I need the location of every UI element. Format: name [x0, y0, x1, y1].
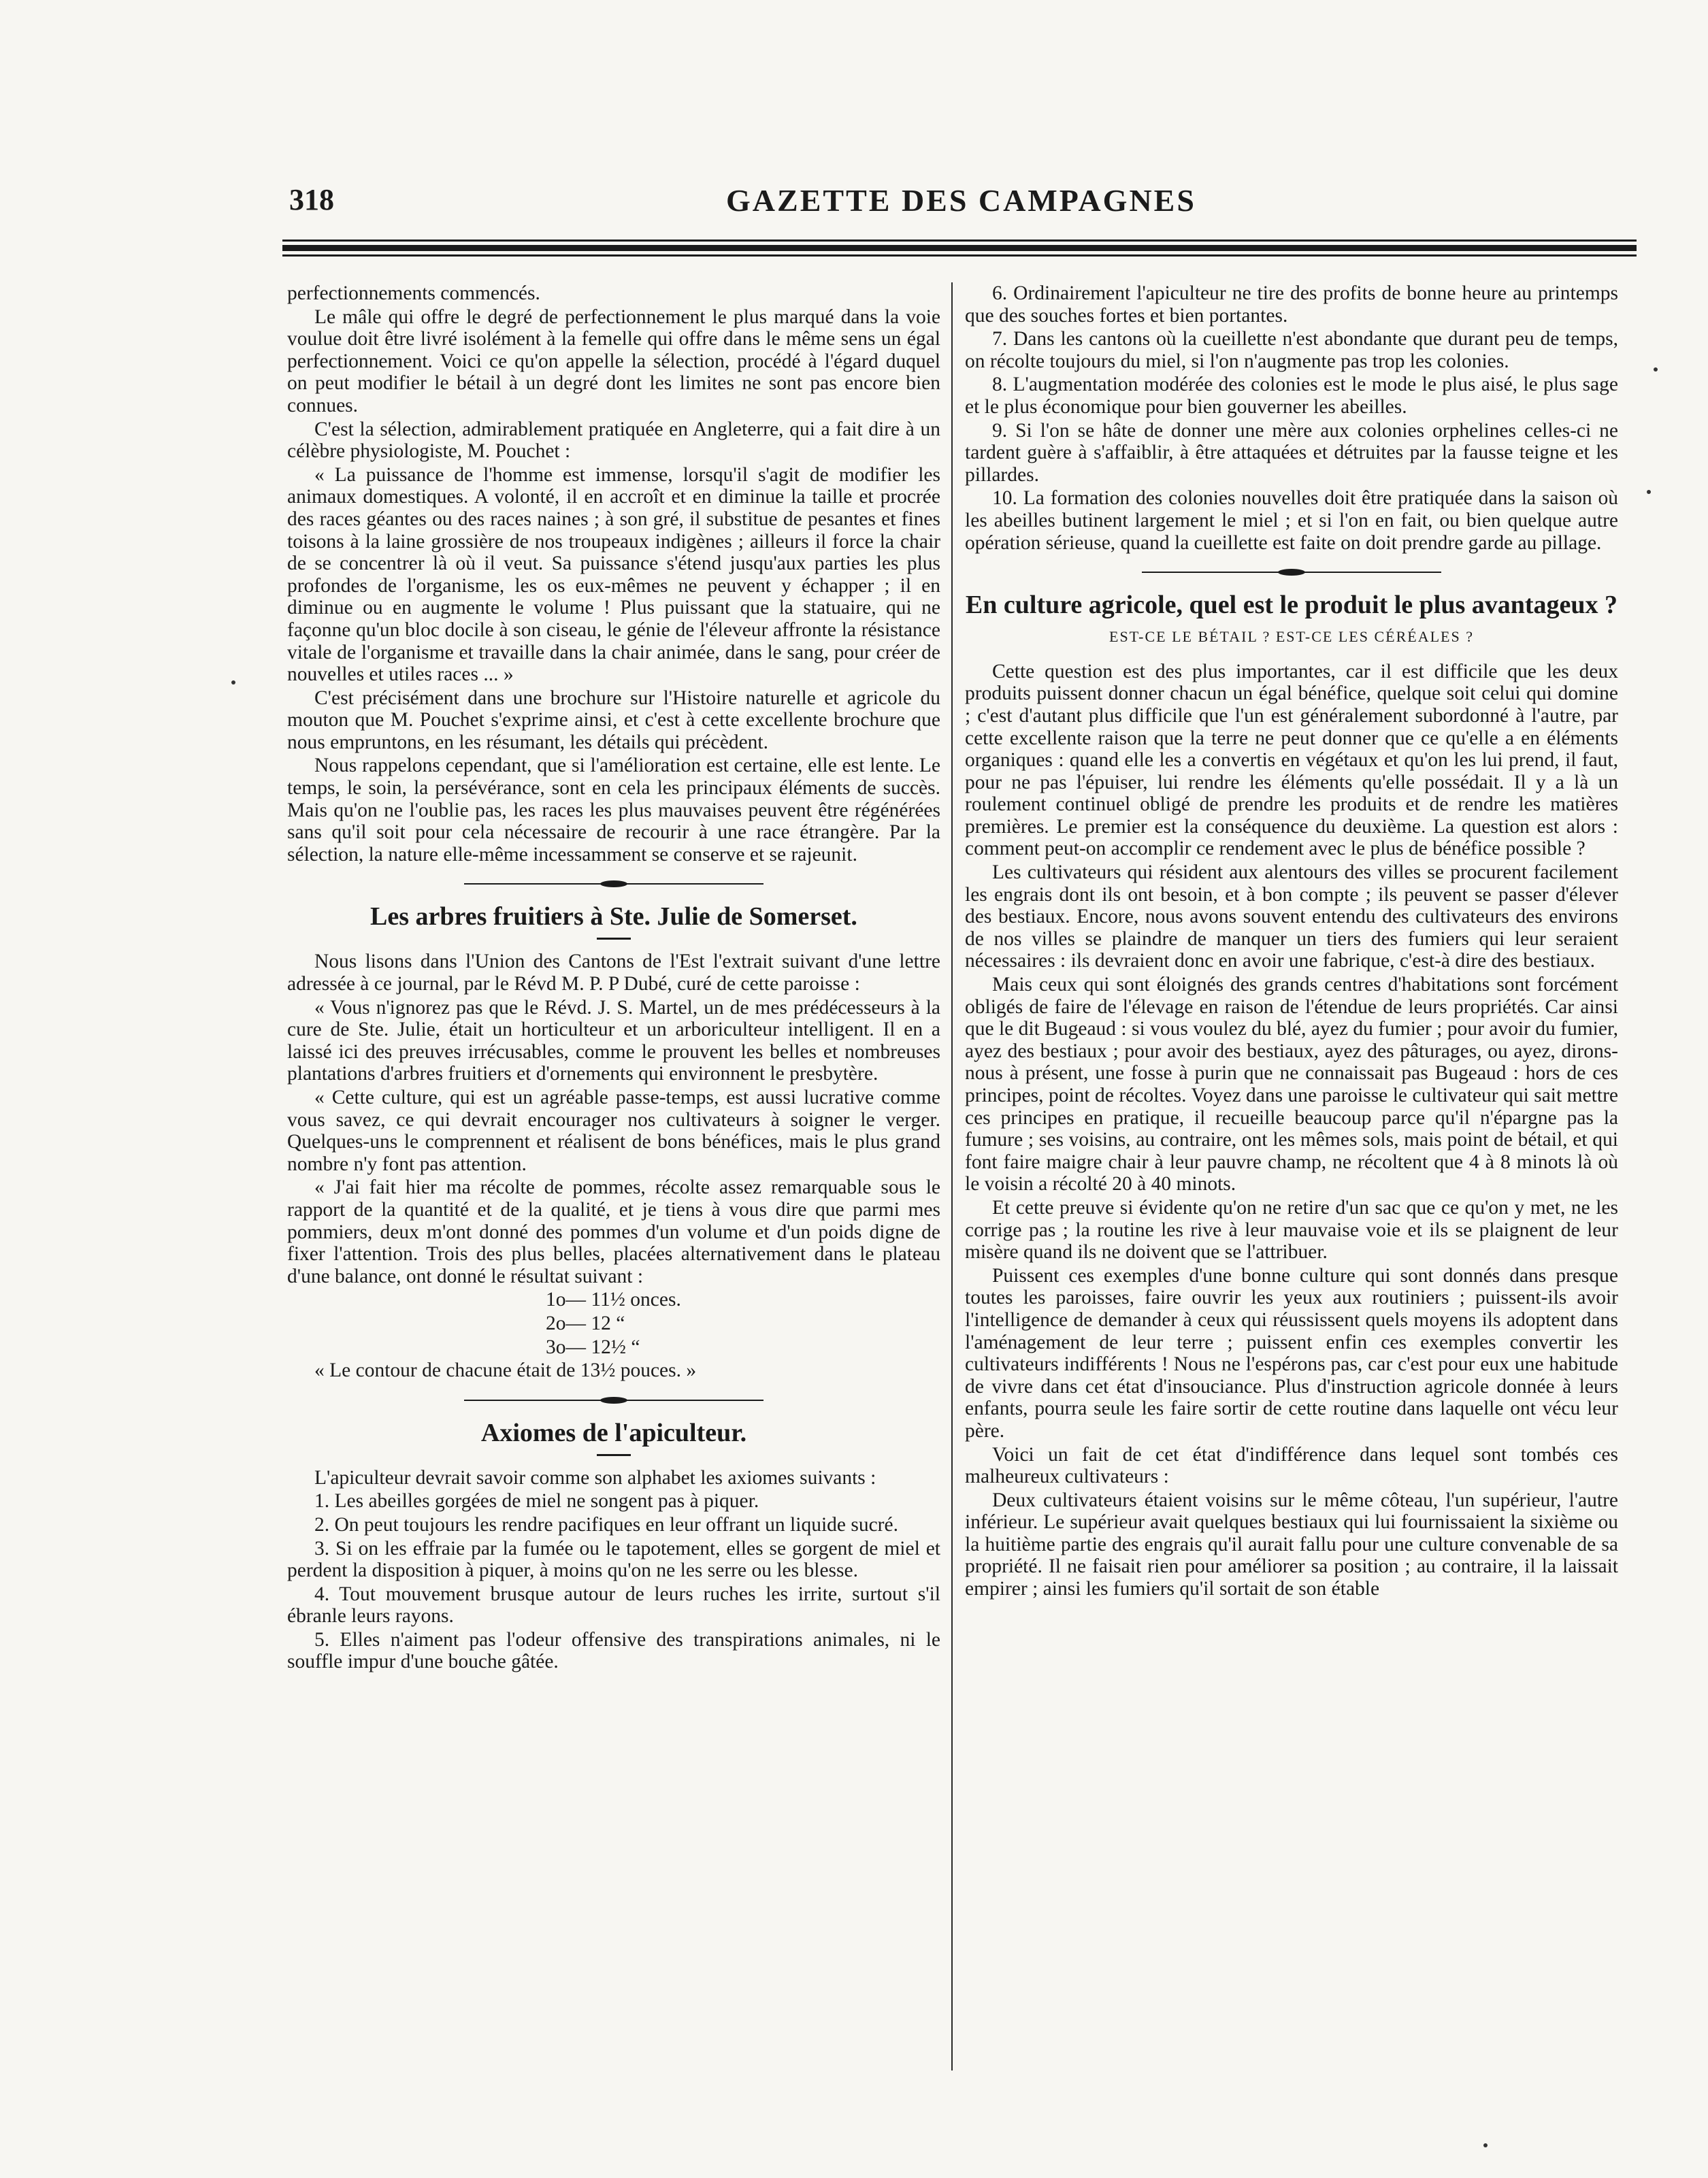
article-title: Axiomes de l'apiculteur.	[480, 1418, 747, 1447]
right-column	[965, 282, 1618, 2072]
weight-row: 2o— 12 “	[546, 1312, 625, 1334]
paragraph: « Vous n'ignorez pas que le Révd. J. S. Martel, un de mes prédécesseurs à la cure de Ste. Julie, était un horticulteur et un arboriculteur intelligent. Il en a laissé ici des preuves irrécusables, comme le prouvent les belles et nombreuses plantations d'arbres fruitiers et d'ornements qui environnent le presbytère.	[287, 996, 940, 1085]
paragraph: 7. Dans les cantons où la cueillette n'est abondante que durant peu de temps, on récolte toujours du miel, si l'on n'augmente pas trop les colonies.	[965, 328, 1618, 372]
masthead-title: GAZETTE DES CAMPAGNES	[726, 183, 1196, 218]
paragraph: perfectionnements commencés.	[287, 282, 540, 304]
header-rule-thin	[282, 240, 1637, 242]
paragraph: 1. Les abeilles gorgées de miel ne songent pas à piquer.	[314, 1490, 759, 1513]
section-separator	[464, 1397, 763, 1404]
paragraph: Puissent ces exemples d'une bonne culture qui sont donnés dans presque toutes les paroisses, faire ouvrir les yeux aux routiniers ; puissent-ils avoir l'intelligence de demander à ceux qui réussissent quels moyens ils adoptent dans l'aménagement de leur terre ; puissent enfin ces exemples convertir les cultivateurs indifférents ! Nous ne l'espérons pas, car c'est pour eux une habitude de vivre dans cet état d'insouciance. Plus d'instruction agricole donnée à leurs enfants, pourra seule les faire sortir de cette routine dans laquelle ont vécu leur père.	[965, 1264, 1618, 1442]
paragraph: C'est précisément dans une brochure sur l'Histoire naturelle et agricole du mouton que M. Pouchet s'exprime ainsi, et c'est à cette excellente brochure que nous empruntons, en les résumant, les détails qui précèdent.	[287, 687, 940, 753]
paragraph: Le mâle qui offre le degré de perfectionnement le plus marqué dans la voie voulue doit être livré isolément à la femelle qui offre dans le même sens un égal perfectionnement. Voici ce qu'on appelle la sélection, procédé à l'égard duquel on peut modifier le bétail à un degré dont les limites ne sont pas encore bien connues.	[287, 306, 940, 416]
paragraph: Deux cultivateurs étaient voisins sur le même côteau, l'un supérieur, l'autre inférieur. Le supérieur avait quelques bestiaux qui lui fournissaient la sixième ou la huitième partie des engrais qu'il aurait fallu pour une culture convenable de sa propriété. Il ne faisait rien pour améliorer sa position ; au contraire, il la laissait empirer ; ainsi les fumiers qu'il sortait de son étable	[965, 1489, 1618, 1600]
header-rule-thin-2	[282, 254, 1637, 257]
paragraph: Voici un fait de cet état d'indifférence dans lequel sont tombés ces malheureux cultivateurs :	[965, 1443, 1618, 1488]
left-column	[287, 282, 940, 2072]
paragraph: 5. Elles n'aiment pas l'odeur offensive des transpirations animales, ni le souffle impur d'une bouche gâtée.	[287, 1628, 940, 1673]
article-title: En culture agricole, quel est le produit le plus avantageux ?	[965, 591, 1618, 620]
weight-row: 1o— 11½ onces.	[546, 1289, 681, 1311]
scan-speck	[231, 680, 235, 684]
paragraph: Mais ceux qui sont éloignés des grands centres d'habitations sont forcément obligés de faire de l'élevage en raison de l'étendue de leurs propriétés. Car ainsi que le dit Bugeaud : si vous voulez du blé, ayez du fumier ; pour avoir du fumier, ayez des bestiaux ; pour avoir des bestiaux, ayez des pâturages, ou ayez, dirons-nous à présent, une fosse à purin que ne connaissait pas Bugeaud : hors de ces principes, point de récoltes. Voyez dans une paroisse le cultivateur qui sait mettre ces principes en pratique, il recueille beaucoup parce qu'il n'épargne pas la fumure ; ses voisins, au contraire, ont les mêmes sols, mais point de bétail, et qui font faire maigre chair à leur pauvre champ, ne récoltent que 4 à 8 minots là où le voisin a récolté 20 à 40 minots.	[965, 974, 1618, 1195]
paragraph: Nous lisons dans l'Union des Cantons de l'Est l'extrait suivant d'une lettre adressée à ce journal, par le Révd M. P. P Dubé, curé de cette paroisse :	[287, 951, 940, 995]
paragraph: 4. Tout mouvement brusque autour de leurs ruches les irrite, surtout s'il ébranle leurs rayons.	[287, 1583, 940, 1628]
paragraph: Nous rappelons cependant, que si l'amélioration est certaine, elle est lente. Le temps, le soin, la persévérance, sont en cela les principaux éléments de succès. Mais qu'on ne l'oublie pas, les races les plus mauvaises peuvent être régénérées sans qu'il soit pour cela nécessaire de recourir à une race étrangère. Par la sélection, la nature elle-même incessamment se conserve et se rajeunit.	[287, 755, 940, 865]
paragraph: Et cette preuve si évidente qu'on ne retire d'un sac que ce qu'on y met, ne les corrige pas ; la routine les rive à leur mauvaise voie et ils se plaignent de leur misère quand ils ne doivent que se l'attribuer.	[965, 1196, 1618, 1264]
paragraph: L'apiculteur devrait savoir comme son alphabet les axiomes suivants :	[314, 1466, 876, 1489]
title-underline	[597, 938, 631, 940]
header-rule-thick	[282, 245, 1637, 251]
paragraph: « Cette culture, qui est un agréable passe-temps, est aussi lucrative comme vous savez, ce qui devrait encourager nos cultivateurs à soigner le verger. Quelques-uns le comprennent et réalisent de bons bénéfices, mais le plus grand nombre n'y font pas attention.	[287, 1087, 940, 1175]
paragraph: 6. Ordinairement l'apiculteur ne tire des profits de bonne heure au printemps que des souches fortes et bien portantes.	[965, 282, 1618, 327]
paragraph: « Le contour de chacune était de 13½ pouces. »	[314, 1359, 697, 1382]
title-underline	[597, 1454, 631, 1456]
paragraph: 9. Si l'on se hâte de donner une mère aux colonies orphelines celles-ci ne tardent guère à s'affaiblir, à être attaquées et détruites par la fausse teigne et les pillardes.	[965, 419, 1618, 486]
scan-speck	[1654, 367, 1658, 372]
paragraph: Les cultivateurs qui résident aux alentours des villes se procurent facilement les engrais dont ils ont besoin, et à bon compte ; ils peuvent se passer d'élever des bestiaux. Encore, nous avons souvent entendu des cultivateurs des environs de nos villes se plaindre de manquer un tiers des fumiers qui leur seraient nécessaires : ils devraient donc en avoir une fabrique, c'est-à dire des bestiaux.	[965, 861, 1618, 972]
paragraph: C'est la sélection, admirablement pratiquée en Angleterre, qui a fait dire à un célèbre physiologiste, M. Pouchet :	[287, 418, 940, 463]
page-number: 318	[289, 183, 334, 216]
page-header	[289, 182, 1633, 230]
section-separator	[464, 880, 763, 887]
paragraph: 10. La formation des colonies nouvelles doit être pratiquée dans la saison où les abeilles butinent largement le miel ; et si l'on en fait, ou bien quelque autre opération sérieuse, quand la cueillette est faite on doit prendre garde au pillage.	[965, 487, 1618, 554]
scan-speck	[1483, 2143, 1488, 2147]
paragraph: 8. L'augmentation modérée des colonies est le mode le plus aisé, le plus sage et le plus économique pour bien gouverner les abeilles.	[965, 374, 1618, 418]
column-divider	[951, 282, 953, 2070]
paragraph: « J'ai fait hier ma récolte de pommes, récolte assez remarquable sous le rapport de la quantité et de la qualité, et je tiens à vous dire que parmi mes pommiers, deux m'ont donné des pommes d'un volume et d'un poids digne de fixer l'attention. Trois des plus belles, placées alternativement dans le plateau d'une balance, ont donné le résultat suivant :	[287, 1176, 940, 1287]
article-subtitle: EST-CE LE BÉTAIL ? EST-CE LES CÉRÉALES ?	[1109, 628, 1474, 646]
paragraph: Cette question est des plus importantes, car il est difficile que les deux produits puissent donner chacun un égal bénéfice, quelque soit celui qui domine ; c'est d'autant plus difficile que l'un est généralement subordonné à l'autre, par cette excellente raison que la terre ne peut donner que ce qu'elle a en éléments organiques : quand elle les a convertis en végétaux et qu'on les lui prend, il faut, pour ne pas l'épuiser, lui rendre les éléments qu'elle possédait. Il y a là un roulement continuel obligé de prendre les produits et de rendre les matières premières. Le premier est la conséquence du deuxième. La question est alors : comment peut-on accomplir ce rendement avec le plus de bénéfice possible ?	[965, 660, 1618, 860]
scan-speck	[1647, 490, 1651, 494]
weight-row: 3o— 12½ “	[546, 1336, 640, 1358]
section-separator	[1142, 569, 1441, 576]
paragraph: 3. Si on les effraie par la fumée ou le tapotement, elles se gorgent de miel et perdent la disposition à piquer, à moins qu'on ne les serre ou les blesse.	[287, 1537, 940, 1582]
paragraph: « La puissance de l'homme est immense, lorsqu'il s'agit de modifier les animaux domestiques. A volonté, il en accroît et en diminue la taille et procrée des races géantes ou des races naines ; à son gré, il substitue de pesantes et fines toisons à la laine grossière de nos troupeaux indigènes ; ailleurs il force la chair de se concentrer là où il veut. Sa puissance s'étend jusqu'aux parties les plus profondes de l'organisme, les os eux-mêmes ne peuvent y échapper ; il en diminue ou en augmente le volume ! Plus puissant que la statuaire, qui ne façonne qu'un bloc docile à son ciseau, le génie de l'éleveur affronte la résistance vitale de l'organisme et travaille dans la chair animée, dans le sang, pour créer de nouvelles et utiles races ... »	[287, 463, 940, 686]
article-title: Les arbres fruitiers à Ste. Julie de Somerset.	[370, 902, 857, 931]
paragraph: 2. On peut toujours les rendre pacifiques en leur offrant un liquide sucré.	[314, 1513, 898, 1536]
